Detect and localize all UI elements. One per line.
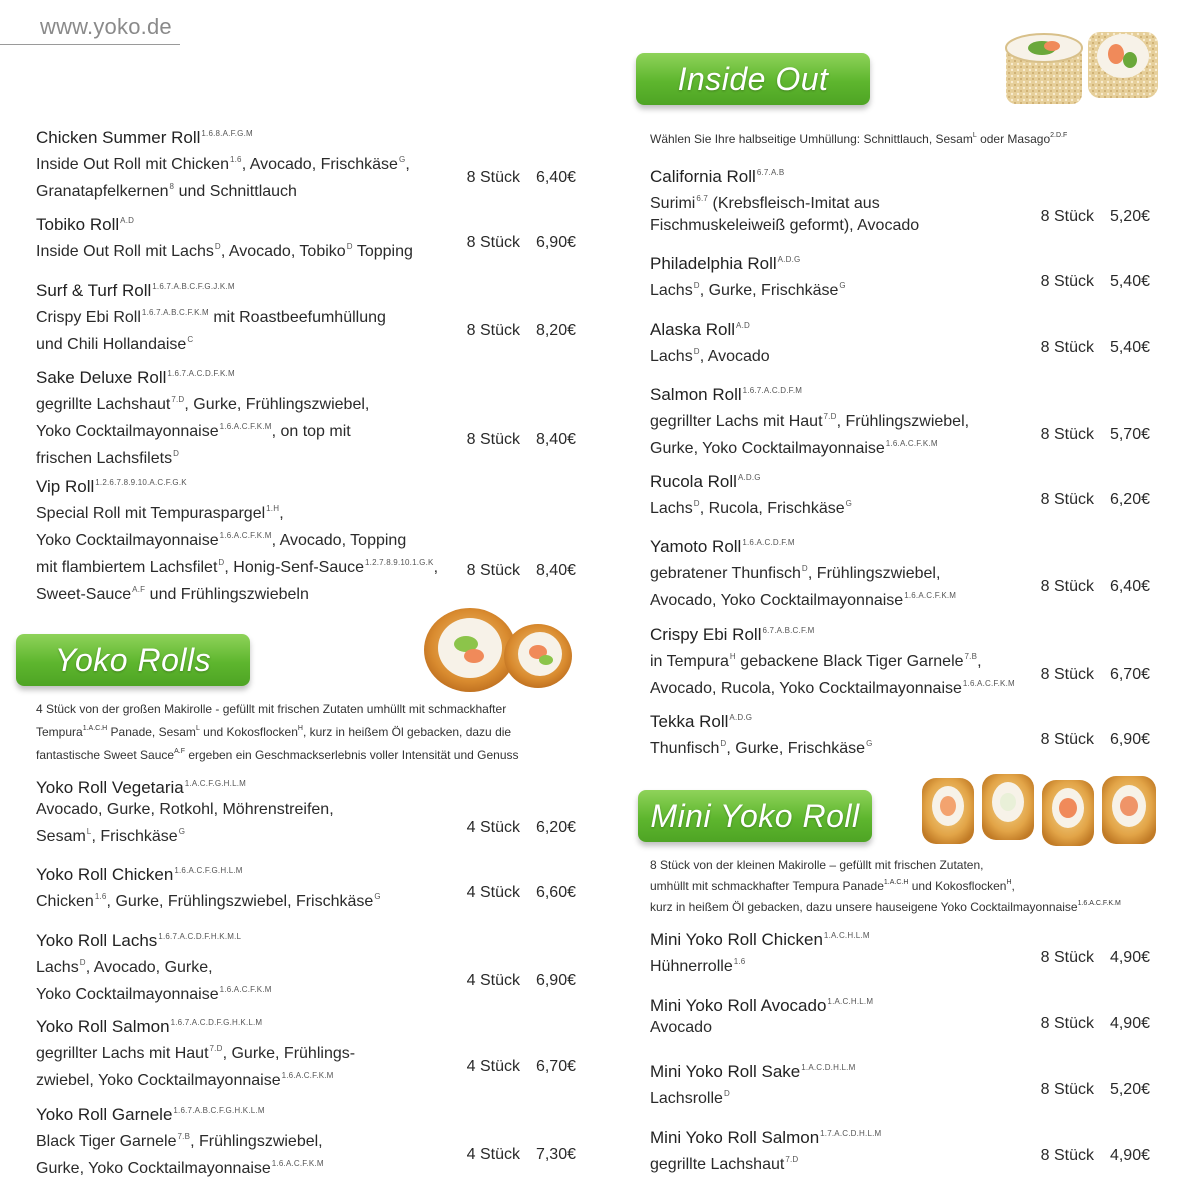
- allergen-code: 1.6.A.C.F.K.M: [219, 985, 272, 994]
- allergen-code: D: [214, 242, 221, 251]
- item-quantity: 4 Stück: [466, 1058, 520, 1075]
- menu-item[interactable]: [36, 926, 576, 1003]
- section-inside-out-button[interactable]: Inside Out: [636, 53, 870, 105]
- inside-out-food-image: [1004, 26, 1164, 106]
- allergen-code: A.D.G: [777, 255, 801, 264]
- allergen-code: 1.6.A.C.D.F.M: [742, 538, 795, 547]
- description-line: Tempura$^{1.A.C.H}$ Panade, Sesam$^L$ und Kokosflocken$^H$, kurz in heißem Öl gebacken, dazu die: [36, 725, 512, 739]
- price-row: [1041, 1013, 1150, 1035]
- allergen-code: 1.6.7.A.B.C.F.G.H.K.L.M: [173, 1106, 265, 1115]
- item-price: 6,60€: [535, 884, 576, 901]
- allergen-code: 7.D: [209, 1044, 223, 1053]
- description-line: Avocado, Yoko Cocktailmayonnaise$^{1.6.A.C.F.K.M}$: [650, 591, 957, 609]
- item-name: Sake Deluxe Roll$^{1.6.7.A.C.D.F.K.M}$: [36, 368, 235, 387]
- allergen-code: 1.6.A.C.F.K.M: [885, 439, 938, 448]
- price-row: [467, 817, 576, 839]
- description-line: zwiebel, Yoko Cocktailmayonnaise$^{1.6.A.C.F.K.M}$: [36, 1071, 334, 1089]
- allergen-code: 1.6.A.C.F.K.M: [219, 531, 272, 540]
- item-name: Mini Yoko Roll Salmon$^{1.7.A.C.D.H.L.M}$: [650, 1128, 882, 1147]
- price-row: [1041, 1145, 1150, 1167]
- item-price: 6,40€: [535, 169, 576, 186]
- menu-item[interactable]: [36, 472, 576, 603]
- mini-yoko-roll-description: [650, 856, 1170, 916]
- price-row: [1041, 729, 1150, 751]
- menu-item[interactable]: [36, 1012, 576, 1089]
- item-price: 5,20€: [1109, 208, 1150, 225]
- item-quantity: 8 Stück: [1040, 731, 1094, 748]
- allergen-code: 7.D: [785, 1155, 799, 1164]
- allergen-code: 1.6.A.C.F.K.M: [1077, 900, 1121, 907]
- menu-item[interactable]: [36, 773, 576, 845]
- allergen-code: 1.6.A.C.F.G.H.L.M: [174, 866, 243, 875]
- allergen-code: 1.A.C.D.H.L.M: [801, 1063, 856, 1072]
- item-name: Mini Yoko Roll Chicken$^{1.A.C.H.L.M}$: [650, 930, 870, 949]
- allergen-code: G: [398, 155, 406, 164]
- allergen-code: 1.6.7.A.C.D.F.K.M: [167, 369, 235, 378]
- item-price: 5,40€: [1109, 273, 1150, 290]
- description-line: Lachs$^D$, Gurke, Frischkäse$^G$: [650, 281, 846, 299]
- item-name: Yoko Roll Salmon$^{1.6.7.A.C.D.F.G.H.K.L.M}$: [36, 1017, 263, 1036]
- item-price: 8,40€: [535, 562, 576, 579]
- item-description: [36, 498, 576, 606]
- item-quantity: 8 Stück: [1040, 666, 1094, 683]
- allergen-code: 6.7: [696, 194, 709, 203]
- price-row: [467, 1144, 576, 1166]
- item-name: Rucola Roll$^{A.D.G}$: [650, 472, 761, 491]
- description-line: Lachs$^D$, Avocado, Gurke,: [36, 958, 213, 976]
- item-name: Chicken Summer Roll$^{1.6.8.A.F.G.M}$: [36, 128, 253, 147]
- item-quantity: 4 Stück: [466, 1146, 520, 1163]
- allergen-code: 1.H: [266, 504, 280, 513]
- item-quantity: 8 Stück: [1040, 208, 1094, 225]
- allergen-code: G: [178, 827, 186, 836]
- item-name: Yoko Roll Lachs$^{1.6.7.A.C.D.F.H.K.M.L}$: [36, 931, 242, 950]
- item-price: 6,70€: [1109, 666, 1150, 683]
- allergen-code: 1.6.7.A.C.D.F.G.H.K.L.M: [170, 1018, 263, 1027]
- menu-item[interactable]: [650, 162, 1150, 234]
- menu-item[interactable]: [650, 532, 1150, 609]
- allergen-code: 1.A.C.H.L.M: [823, 931, 870, 940]
- description-line: gebratener Thunfisch$^D$, Frühlingszwiebel,: [650, 564, 941, 582]
- price-row: [1041, 947, 1150, 969]
- item-quantity: 8 Stück: [466, 169, 520, 186]
- allergen-code: A.D.G: [737, 473, 761, 482]
- yoko-rolls-description: [36, 699, 576, 765]
- allergen-code: 7.B: [177, 1132, 191, 1141]
- item-price: 4,90€: [1109, 949, 1150, 966]
- price-row: [467, 167, 576, 189]
- allergen-code: D: [801, 564, 808, 573]
- price-row: [1041, 576, 1150, 598]
- item-quantity: 8 Stück: [1040, 426, 1094, 443]
- section-yoko-rolls-button[interactable]: Yoko Rolls: [16, 634, 250, 686]
- item-quantity: 8 Stück: [1040, 339, 1094, 356]
- menu-item[interactable]: [36, 123, 576, 200]
- description-line: Yoko Cocktailmayonnaise$^{1.6.A.C.F.K.M}$, on top mit: [36, 422, 351, 440]
- menu-item[interactable]: [650, 991, 1150, 1035]
- description-line: und Chili Hollandaise$^C$: [36, 335, 194, 353]
- item-quantity: 8 Stück: [1040, 578, 1094, 595]
- section-mini-yoko-roll-button[interactable]: Mini Yoko Roll: [638, 790, 872, 842]
- description-line: Granatapfelkernen$^8$ und Schnittlauch: [36, 182, 297, 200]
- item-price: 4,90€: [1109, 1147, 1150, 1164]
- price-row: [467, 1056, 576, 1078]
- allergen-code: D: [720, 739, 727, 748]
- allergen-code: 1.A.C.F.G.H.L.M: [184, 779, 246, 788]
- description-line: Inside Out Roll mit Chicken$^{1.6}$, Avocado, Frischkäse$^G$,: [36, 155, 410, 173]
- description-line: frischen Lachsfilets$^D$: [36, 449, 180, 467]
- description-line: in Tempura$^H$ gebackene Black Tiger Garnele$^{7.B}$,: [650, 652, 982, 670]
- allergen-code: 2.D.F: [1050, 132, 1068, 139]
- item-name: California Roll$^{6.7.A.B}$: [650, 167, 785, 186]
- description-line: gegrillte Lachshaut$^{7.D}$, Gurke, Frühlingszwiebel,: [36, 395, 370, 413]
- mini-yoko-roll-food-image: [920, 766, 1160, 850]
- item-quantity: 4 Stück: [466, 884, 520, 901]
- description-line: Avocado, Gurke, Rotkohl, Möhrenstreifen,: [36, 801, 334, 818]
- description-line: Gurke, Yoko Cocktailmayonnaise$^{1.6.A.C.F.K.M}$: [36, 1159, 324, 1177]
- menu-item[interactable]: [650, 315, 1150, 365]
- item-quantity: 8 Stück: [1040, 273, 1094, 290]
- allergen-code: 7.B: [964, 652, 978, 661]
- allergen-code: D: [218, 558, 225, 567]
- allergen-code: 6.7.A.B.C.F.M: [762, 626, 815, 635]
- allergen-code: 1.6.7.A.C.D.F.M: [742, 386, 803, 395]
- item-quantity: 4 Stück: [466, 819, 520, 836]
- allergen-code: D: [723, 1089, 730, 1098]
- description-line: mit flambiertem Lachsfilet$^D$, Honig-Senf-Sauce$^{1.2.7.8.9.10.1.G.K}$,: [36, 558, 439, 576]
- site-url[interactable]: www.yoko.de: [40, 14, 172, 39]
- item-name: Crispy Ebi Roll$^{6.7.A.B.C.F.M}$: [650, 625, 815, 644]
- allergen-code: 1.6.A.C.F.K.M: [281, 1071, 334, 1080]
- item-price: 6,20€: [535, 819, 576, 836]
- item-name: Philadelphia Roll$^{A.D.G}$: [650, 254, 801, 273]
- allergen-code: 1.6.A.C.F.K.M: [962, 679, 1015, 688]
- item-quantity: 8 Stück: [1040, 1081, 1094, 1098]
- item-quantity: 8 Stück: [1040, 949, 1094, 966]
- allergen-code: 1.6.8.A.F.G.M: [201, 129, 253, 138]
- menu-item[interactable]: [650, 620, 1150, 697]
- item-name: Alaska Roll$^{A.D}$: [650, 320, 750, 339]
- description-line: Hühnerrolle$^{1.6}$: [650, 957, 746, 975]
- menu-item[interactable]: [650, 1123, 1150, 1173]
- allergen-code: L: [972, 132, 977, 139]
- allergen-code: 1.6.A.C.F.K.M: [271, 1159, 324, 1168]
- allergen-code: L: [195, 725, 200, 732]
- description-line: 8 Stück von der kleinen Makirolle – gefüllt mit frischen Zutaten,: [650, 858, 984, 872]
- allergen-code: D: [346, 242, 353, 251]
- price-row: [1041, 271, 1150, 293]
- menu-item[interactable]: [36, 276, 576, 353]
- item-quantity: 8 Stück: [466, 562, 520, 579]
- menu-item[interactable]: [650, 467, 1150, 517]
- description-line: Yoko Cocktailmayonnaise$^{1.6.A.C.F.K.M}$, Avocado, Topping: [36, 531, 407, 549]
- item-name: Yoko Roll Chicken$^{1.6.A.C.F.G.H.L.M}$: [36, 865, 243, 884]
- item-price: 6,90€: [1109, 731, 1150, 748]
- item-price: 5,40€: [1109, 339, 1150, 356]
- description-line: kurz in heißem Öl gebacken, dazu unsere hauseigene Yoko Cocktailmayonnaise$^{1.6.A.C.F.K.M}$: [650, 900, 1121, 914]
- item-price: 8,20€: [535, 322, 576, 339]
- description-line: Lachs$^D$, Rucola, Frischkäse$^G$: [650, 499, 853, 517]
- allergen-code: H: [297, 725, 303, 732]
- item-name: Vip Roll$^{1.2.6.7.8.9.10.A.C.F.G.K}$: [36, 477, 187, 496]
- menu-item[interactable]: [36, 210, 576, 260]
- item-quantity: 8 Stück: [466, 234, 520, 251]
- allergen-code: 1.A.C.H: [82, 725, 108, 732]
- item-price: 5,20€: [1109, 1081, 1150, 1098]
- price-row: [1041, 664, 1150, 686]
- allergen-code: 8: [169, 182, 175, 191]
- description-line: Lachsrolle$^D$: [650, 1089, 730, 1107]
- description-line: Fischmuskeleiweiß geformt), Avocado: [650, 217, 920, 234]
- allergen-code: 1.6.7.A.C.D.F.H.K.M.L: [158, 932, 242, 941]
- price-row: [1041, 489, 1150, 511]
- description-line: Inside Out Roll mit Lachs$^D$, Avocado, Tobiko$^D$ Topping: [36, 242, 413, 260]
- item-price: 6,20€: [1109, 491, 1150, 508]
- menu-item[interactable]: [650, 1057, 1150, 1107]
- item-price: 6,90€: [535, 234, 576, 251]
- menu-item[interactable]: [650, 380, 1150, 457]
- item-name: Tobiko Roll$^{A.D}$: [36, 215, 135, 234]
- item-quantity: 8 Stück: [466, 322, 520, 339]
- allergen-code: 1.2.6.7.8.9.10.A.C.F.G.K: [95, 478, 187, 487]
- allergen-code: D: [693, 347, 700, 356]
- allergen-code: 1.7.A.C.D.H.L.M: [820, 1129, 882, 1138]
- allergen-code: 7.D: [823, 412, 837, 421]
- item-name: Surf & Turf Roll$^{1.6.7.A.B.C.F.G.J.K.M}$: [36, 281, 235, 300]
- description-line: Chicken$^{1.6}$, Gurke, Frühlingszwiebel, Frischkäse$^G$: [36, 892, 381, 910]
- description-line: Crispy Ebi Roll$^{1.6.7.A.B.C.F.K.M}$ mit Roastbeefumhüllung: [36, 308, 386, 326]
- item-name: Salmon Roll$^{1.6.7.A.C.D.F.M}$: [650, 385, 803, 404]
- menu-item[interactable]: [36, 363, 576, 467]
- price-row: [467, 560, 576, 582]
- item-price: 8,40€: [535, 431, 576, 448]
- item-name: Yoko Roll Garnele$^{1.6.7.A.B.C.F.G.H.K.L.M}$: [36, 1105, 265, 1124]
- description-line: Yoko Cocktailmayonnaise$^{1.6.A.C.F.K.M}$: [36, 985, 272, 1003]
- item-name: Mini Yoko Roll Avocado$^{1.A.C.H.L.M}$: [650, 996, 874, 1015]
- menu-item[interactable]: [650, 707, 1150, 757]
- allergen-code: D: [79, 958, 86, 967]
- description-line: fantastische Sweet Sauce$^{A.F}$ ergeben ein Geschmackserlebnis voller Intensität und Genuss: [36, 748, 519, 762]
- item-price: 6,40€: [1109, 578, 1150, 595]
- allergen-code: 1.2.7.8.9.10.1.G.K: [365, 558, 434, 567]
- description-line: gegrillter Lachs mit Haut$^{7.D}$, Gurke, Frühlings-: [36, 1044, 356, 1062]
- description-line: gegrillte Lachshaut$^{7.D}$: [650, 1155, 799, 1173]
- inside-out-description: [650, 126, 1150, 149]
- price-row: [1041, 337, 1150, 359]
- allergen-code: 7.D: [171, 395, 185, 404]
- allergen-code: D: [173, 449, 180, 458]
- item-name: Tekka Roll$^{A.D.G}$: [650, 712, 753, 731]
- description-line: Lachs$^D$, Avocado: [650, 347, 770, 365]
- description-line: Sweet-Sauce$^{A.F}$ und Frühlingszwiebeln: [36, 585, 309, 603]
- allergen-code: A.D: [120, 216, 135, 225]
- price-row: [1041, 1079, 1150, 1101]
- price-row: [467, 970, 576, 992]
- item-price: 5,70€: [1109, 426, 1150, 443]
- price-row: [1041, 424, 1150, 446]
- allergen-code: A.D.G: [729, 713, 753, 722]
- item-quantity: 8 Stück: [1040, 1015, 1094, 1032]
- item-price: 6,70€: [535, 1058, 576, 1075]
- allergen-code: A.F: [174, 748, 185, 755]
- allergen-code: C: [187, 335, 194, 344]
- allergen-code: G: [839, 281, 846, 290]
- allergen-code: 1.6.7.A.B.C.F.K.M: [141, 308, 209, 317]
- allergen-code: D: [693, 281, 700, 290]
- menu-item[interactable]: [36, 860, 576, 910]
- description-line: gegrillter Lachs mit Haut$^{7.D}$, Frühlingszwiebel,: [650, 412, 970, 430]
- allergen-code: 1.6: [94, 892, 107, 901]
- allergen-code: 1.6: [229, 155, 242, 164]
- price-row: [467, 429, 576, 451]
- item-quantity: 8 Stück: [1040, 491, 1094, 508]
- price-row: [467, 882, 576, 904]
- allergen-code: 1.6: [733, 957, 746, 966]
- description-line: 4 Stück von der großen Makirolle - gefüllt mit frischen Zutaten umhüllt mit schmackhafter: [36, 702, 507, 716]
- allergen-code: G: [374, 892, 381, 901]
- item-price: 6,90€: [535, 972, 576, 989]
- item-quantity: 8 Stück: [466, 431, 520, 448]
- description-line: Avocado: [650, 1019, 712, 1036]
- allergen-code: D: [693, 499, 700, 508]
- description-line: umhüllt mit schmackhafter Tempura Panade$^{1.A.C.H}$ und Kokosflocken$^H$,: [650, 879, 1015, 893]
- description-line: Thunfisch$^D$, Gurke, Frischkäse$^G$: [650, 739, 873, 757]
- menu-item[interactable]: [650, 249, 1150, 299]
- allergen-code: 6.7.A.B: [756, 168, 785, 177]
- item-name: Mini Yoko Roll Sake$^{1.A.C.D.H.L.M}$: [650, 1062, 856, 1081]
- allergen-code: 1.A.C.H.L.M: [827, 997, 874, 1006]
- description-line: Gurke, Yoko Cocktailmayonnaise$^{1.6.A.C.F.K.M}$: [650, 439, 938, 457]
- item-name: Yamoto Roll$^{1.6.A.C.D.F.M}$: [650, 537, 795, 556]
- header-divider: [0, 44, 180, 45]
- allergen-code: H: [729, 652, 736, 661]
- description-line: Black Tiger Garnele$^{7.B}$, Frühlingszwiebel,: [36, 1132, 323, 1150]
- description-line: Wählen Sie Ihre halbseitige Umhüllung: Schnittlauch, Sesam$^L$ oder Masago$^{2.D.F}$: [650, 132, 1068, 146]
- item-quantity: 8 Stück: [1040, 1147, 1094, 1164]
- item-name: Yoko Roll Vegetaria$^{1.A.C.F.G.H.L.M}$: [36, 778, 246, 797]
- description-line: Special Roll mit Tempuraspargel$^{1.H}$,: [36, 504, 284, 522]
- description-line: Surimi$^{6.7}$ (Krebsfleisch-Imitat aus: [650, 194, 880, 212]
- allergen-code: A.D: [736, 321, 750, 330]
- price-row: [1041, 206, 1150, 228]
- item-price: 4,90€: [1109, 1015, 1150, 1032]
- allergen-code: 1.6.A.C.F.K.M: [904, 591, 957, 600]
- description-line: Avocado, Rucola, Yoko Cocktailmayonnaise$^{1.6.A.C.F.K.M}$: [650, 679, 1015, 697]
- menu-item[interactable]: [36, 1100, 576, 1177]
- allergen-code: 1.A.C.H: [883, 879, 909, 886]
- price-row: [467, 232, 576, 254]
- item-quantity: 4 Stück: [466, 972, 520, 989]
- allergen-code: 1.6.A.C.F.K.M: [219, 422, 272, 431]
- allergen-code: A.F: [132, 585, 146, 594]
- allergen-code: H: [1006, 879, 1012, 886]
- allergen-code: L: [86, 827, 92, 836]
- allergen-code: G: [866, 739, 873, 748]
- yoko-rolls-food-image: [420, 604, 580, 694]
- allergen-code: 1.6.7.A.B.C.F.G.J.K.M: [152, 282, 235, 291]
- price-row: [467, 320, 576, 342]
- item-price: 7,30€: [535, 1146, 576, 1163]
- description-line: Sesam$^L$, Frischkäse$^G$: [36, 827, 186, 845]
- menu-item[interactable]: [650, 925, 1150, 975]
- allergen-code: G: [845, 499, 853, 508]
